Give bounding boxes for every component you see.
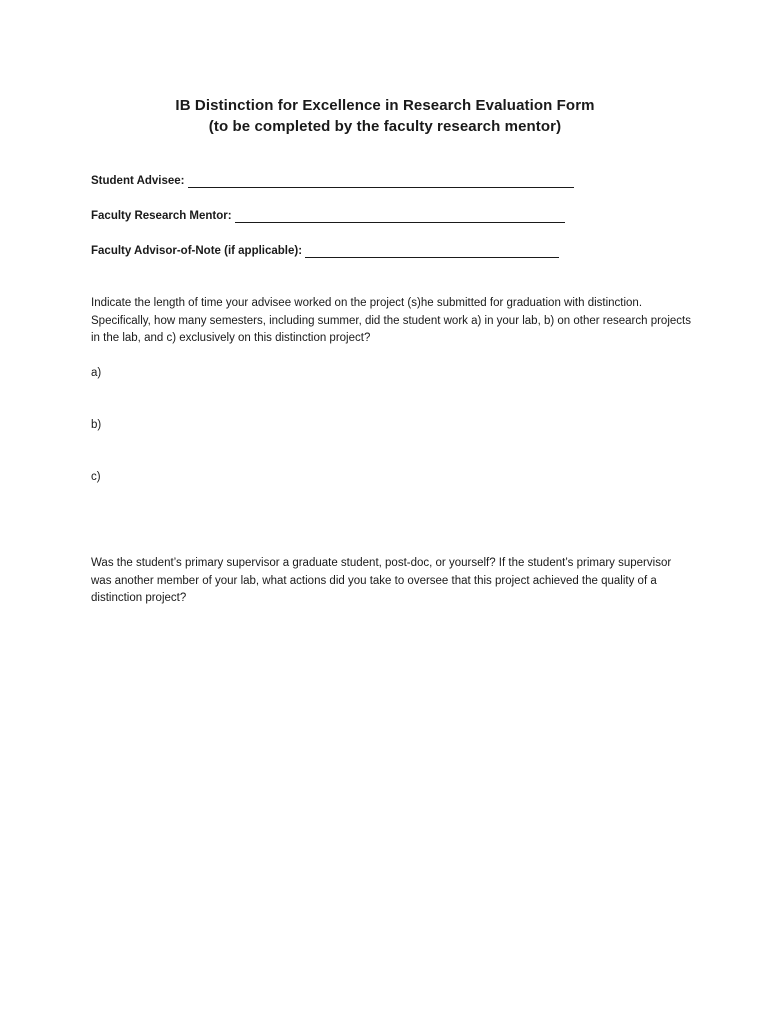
form-title-line-1: IB Distinction for Excellence in Research Evaluation Form	[175, 97, 595, 114]
student-advisee-blank[interactable]	[188, 176, 574, 188]
faculty-research-mentor-label: Faculty Research Mentor:	[91, 210, 232, 222]
question-1-text: Indicate the length of time your advisee worked on the project (s)he submitted for graduation with distinction. Specifically, how many semesters, including summer, did the student work a) in your lab, b) on other research projects in the lab, and c) exclusively on this distinction project?	[91, 297, 691, 344]
form-title-line-2: (to be completed by the faculty research mentor)	[208, 118, 562, 135]
student-advisee-field[interactable]	[91, 174, 574, 188]
faculty-research-mentor-blank[interactable]	[235, 211, 565, 223]
student-advisee-label: Student Advisee:	[91, 175, 185, 187]
question-1-item-a: a)	[91, 367, 102, 379]
question-1-item-c: c)	[91, 471, 101, 483]
faculty-advisor-of-note-field[interactable]	[91, 244, 559, 258]
faculty-advisor-of-note-blank[interactable]	[305, 246, 559, 258]
form-title	[0, 95, 770, 137]
question-1-item-b: b)	[91, 419, 102, 431]
faculty-advisor-of-note-label: Faculty Advisor-of-Note (if applicable):	[91, 245, 303, 257]
faculty-research-mentor-field[interactable]	[91, 209, 565, 223]
question-2-text: Was the student’s primary supervisor a graduate student, post-doc, or yourself? If the student’s primary supervisor was another member of your lab, what actions did you take to oversee that this project achieved the quality of a distinction project?	[91, 557, 672, 604]
